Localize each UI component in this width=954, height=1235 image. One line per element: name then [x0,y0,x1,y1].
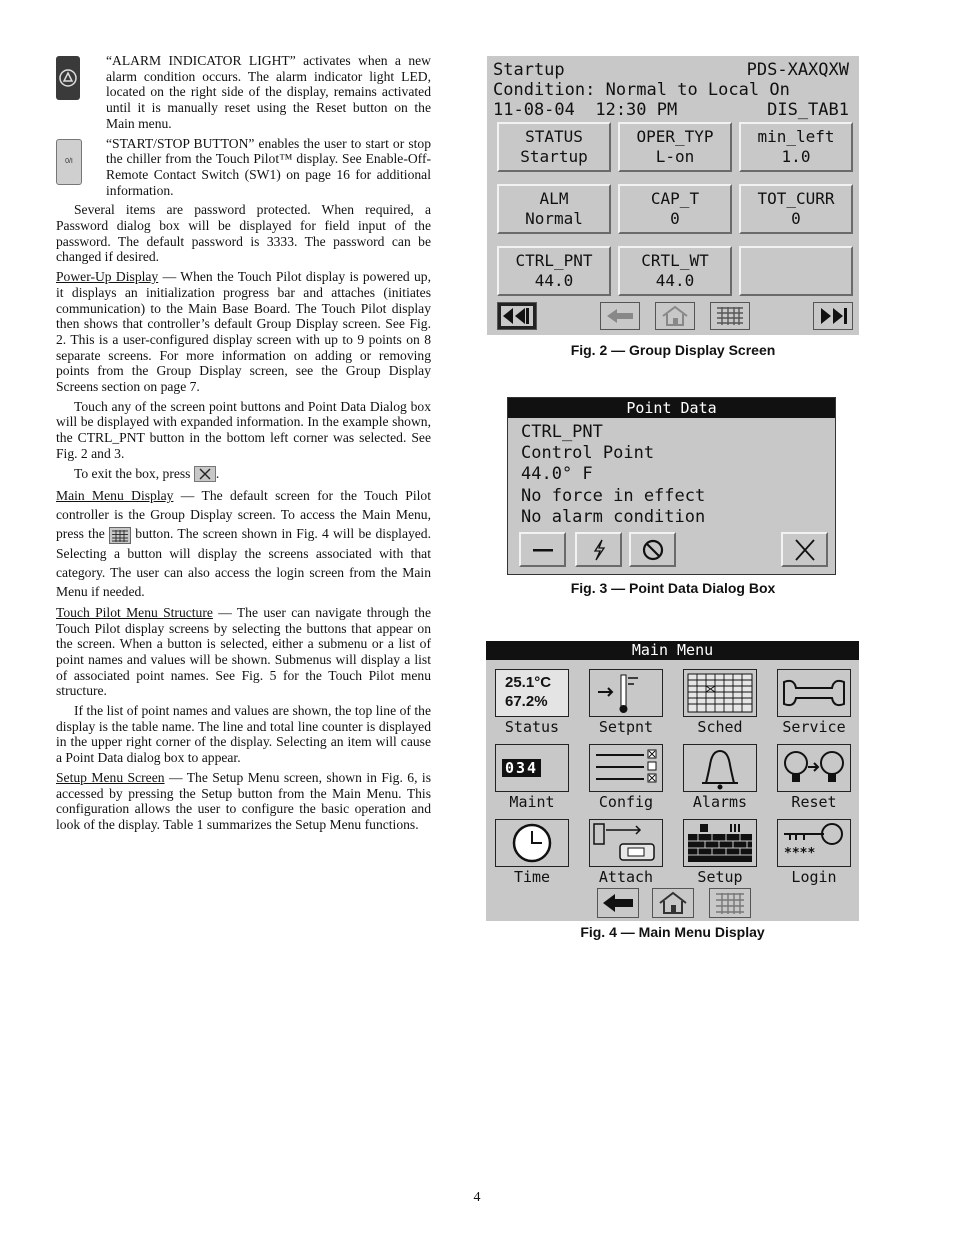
login-label: Login [791,868,837,886]
menu-structure-heading: Touch Pilot Menu Structure [56,604,213,620]
btn-label: CAP_T [650,189,700,208]
start-stop-paragraph [56,136,431,199]
double-left-arrow-icon [498,303,536,329]
main-menu-button[interactable] [709,888,751,918]
status-icon-readout: 25.1°C 67.2% [505,674,552,710]
next-page-button[interactable] [813,302,853,330]
maint-button[interactable] [495,744,569,792]
dialog-line-5: No alarm condition [521,507,706,527]
home-icon [656,303,694,329]
btn-label: CTRL_PNT [515,251,593,270]
lightbulb-icon [778,745,850,791]
wrench-icon [778,670,850,716]
btn-label: STATUS [525,127,583,146]
menu-structure-body: — The user can navigate through the Touch Pilot display screens by selecting the buttons that appear on the screen. When a button is selected, either a submenu or a list of point names and values will be shown. Submenus will display a list of associated point names. See Fig. 5 for the Touch Pilot menu structure. [56,604,431,699]
alarm-indicator-icon [56,56,80,100]
point-button-tot-curr[interactable] [739,184,853,234]
btn-label: ALM [539,189,569,208]
counter-icon: 034 [502,759,541,777]
btn-value: 0 [670,209,680,228]
login-button[interactable] [777,819,851,867]
btn-value: Startup [520,147,588,166]
power-up-heading: Power-Up Display [56,269,159,285]
point-button-crtl-wt[interactable] [618,246,732,296]
prohibit-icon [638,537,668,563]
time-button[interactable] [495,819,569,867]
close-icon [194,466,216,482]
fig2-line1-right: PDS-XAXQXW [746,60,849,80]
point-button-min-left[interactable] [739,122,853,172]
start-stop-text: “START/STOP BUTTON” enables the user to start or stop the chiller from the Touch Pilot™ display. See Enable-Off-Remote Contact Switch (SW1) on page 16 for additional information. [106,135,431,198]
fig2-line3-right: DIS_TAB1 [767,100,849,120]
config-label: Config [598,793,654,811]
calendar-icon [684,670,756,716]
minus-icon [528,540,558,560]
fig2-line2: Condition: Normal to Local On [493,80,790,100]
back-button[interactable] [597,888,639,918]
fig2-line3-left: 11-08-04 12:30 PM [493,100,678,120]
setup-label: Setup [697,868,743,886]
fig3-caption: Fig. 3 — Point Data Dialog Box [570,580,776,596]
config-button[interactable] [589,744,663,792]
lightning-icon [584,538,614,562]
btn-label: min_left [757,127,835,146]
checklist-icon [590,745,662,791]
home-icon [653,889,693,917]
point-button-alm[interactable] [497,184,611,234]
main-menu-heading: Main Menu Display [56,488,174,504]
bell-icon [684,745,756,791]
status-label: Status [504,718,560,736]
point-button-empty[interactable] [739,246,853,296]
btn-value: 0 [791,209,801,228]
minus-button[interactable] [519,532,566,567]
left-column [56,53,431,837]
reset-label: Reset [791,793,837,811]
brick-wall-icon [684,820,756,866]
exit-period: . [215,465,220,481]
prev-page-button[interactable] [497,302,537,330]
attach-device-icon [590,820,662,866]
setup-body: — The Setup Menu screen, shown in Fig. 6, is accessed by pressing the Setup button from the Main Menu. This configuration allows the user to configure the basic operation and look of the display. Table 1 summarizes the Setup Menu functions. [56,769,431,832]
btn-label: TOT_CURR [757,189,835,208]
btn-label: CRTL_WT [641,251,709,270]
home-button[interactable] [655,302,695,330]
home-button[interactable] [652,888,694,918]
clock-icon [496,820,568,866]
dialog-line-4: No force in effect [521,486,706,506]
power-up-body: — When the Touch Pilot display is powered up, it displays an initialization progress bar and attaches (initiates communication) to the Main Base Board. The Touch Pilot display then shows that controller’s default Group Display screen. See Fig. 2. This is a user-configured display screen with up to 9 points on 8 separate screens. For more information on adding or removing points from the Group Display screen, see the Group Display Screens section on page 7. [56,269,431,395]
fig2-line1-left: Startup [493,60,565,80]
status-button[interactable] [495,669,569,717]
touch-paragraph: Touch any of the screen point buttons and Point Data Dialog box will be displayed with expanded information. In the example shown, the CTRL_PNT button in the bottom left corner was selected. See Fig. 2 and 3. [56,398,431,461]
point-data-dialog [507,397,836,575]
main-menu-body-2: button. The screen shown in Fig. 4 will be displayed. Selecting a button will display the screens associated with that category. The user can also access the login screen from the Main Menu if needed. [56,526,432,599]
point-button-cap-t[interactable] [618,184,732,234]
reset-button[interactable] [777,744,851,792]
setpnt-label: Setpnt [598,718,654,736]
btn-label: OPER_TYP [636,127,714,146]
back-button[interactable] [600,302,640,330]
time-label: Time [513,868,551,886]
left-arrow-icon [601,303,639,329]
main-menu-display [486,641,859,921]
close-dialog-button[interactable] [781,532,828,567]
menu-grid-icon [710,889,750,917]
attach-label: Attach [598,868,654,886]
btn-value: L-on [655,147,695,166]
btn-value: 44.0 [534,271,574,290]
service-label: Service [782,718,846,736]
setup-paragraph [56,770,431,833]
point-button-ctrl-pnt[interactable] [497,246,611,296]
sched-label: Sched [697,718,743,736]
menu-grid-icon [711,303,749,329]
power-up-paragraph [56,269,431,395]
menu-structure-paragraph [56,605,431,699]
dialog-line-3: 44.0° F [521,464,593,484]
password-mask: **** [784,846,816,861]
cancel-force-button[interactable] [629,532,676,567]
alarm-light-paragraph [56,53,431,132]
setpoint-button[interactable] [589,669,663,717]
start-stop-icon: 0/I [56,139,82,185]
service-button[interactable] [777,669,851,717]
main-menu-body-1: — The default screen for the Touch Pilot controller is the Group Display screen. To access the Main Menu, press the [56,488,431,542]
alarms-label: Alarms [692,793,748,811]
thermometer-icon [590,670,662,716]
btn-value: 1.0 [781,147,811,166]
fig4-caption: Fig. 4 — Main Menu Display [580,924,765,940]
left-arrow-icon [598,889,638,917]
close-icon [790,537,820,563]
setup-button[interactable] [683,819,757,867]
btn-value: Normal [525,209,583,228]
main-menu-paragraph [56,486,431,600]
exit-text: To exit the box, press [74,465,194,481]
menu-grid-icon [109,527,131,544]
alarm-light-text: “ALARM INDICATOR LIGHT” activates when a new alarm condition occurs. The alarm indicator light LED, located on the right side of the display, remains activated until it is manually reset using the Reset button on the Main menu. [106,53,431,131]
page-number: 4 [473,1190,481,1205]
attach-button[interactable] [589,819,663,867]
exit-paragraph [56,466,431,483]
setup-heading: Setup Menu Screen [56,769,165,785]
force-button[interactable] [575,532,622,567]
dialog-line-2: Control Point [521,443,655,463]
alarms-button[interactable] [683,744,757,792]
schedule-button[interactable] [683,669,757,717]
maint-label: Maint [509,793,555,811]
btn-value: 44.0 [655,271,695,290]
double-right-arrow-icon [814,303,852,329]
dialog-title: Point Data [508,398,835,418]
main-menu-button[interactable] [710,302,750,330]
fig2-caption: Fig. 2 — Group Display Screen [570,342,776,358]
list-paragraph: If the list of point names and values are shown, the top line of the display is the table name. The line and total line counter is displayed in the upper right corner of the display. Selecting an item will cause a Point Data dialog box to appear. [56,703,431,766]
main-menu-title: Main Menu [486,641,859,660]
dialog-line-1: CTRL_PNT [521,422,603,442]
password-paragraph: Several items are password protected. When required, a Password dialog box will be displayed for field input of the password. The default password is 3333. The password can be changed if desired. [56,202,431,265]
point-button-status[interactable] [497,122,611,172]
point-button-oper-typ[interactable] [618,122,732,172]
group-display-screen [487,56,859,335]
